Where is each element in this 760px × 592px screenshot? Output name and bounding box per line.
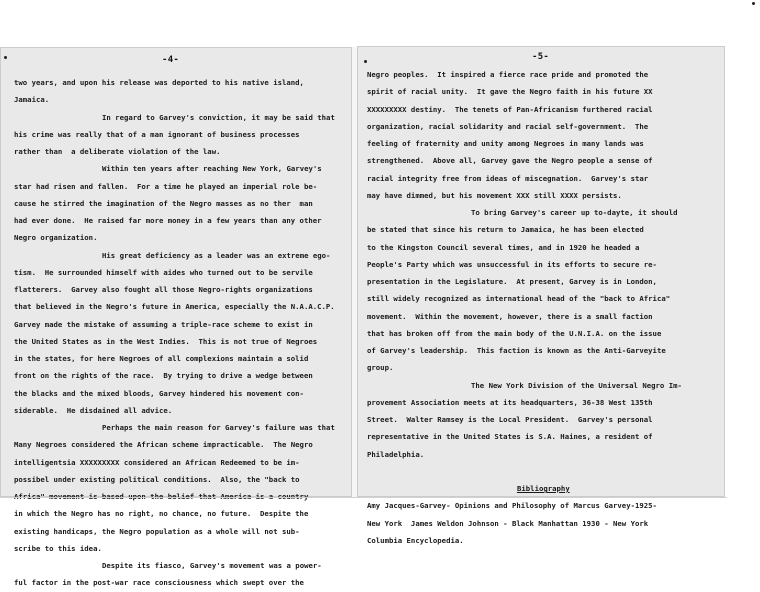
- text-line: the United States as in the West Indies. This is not true of Negroes: [14, 336, 318, 346]
- text-line: two years, and upon his release was deported to his native island,: [14, 78, 304, 87]
- scan-speck: [364, 60, 367, 63]
- text-line: spirit of racial unity. It gave the Negro faith in his future XX: [367, 87, 653, 97]
- text-line: tism. He surrounded himself with aides who turned out to be servile: [14, 267, 313, 277]
- page-number: -5-: [532, 52, 550, 62]
- text-line: Perhaps the main reason for Garvey's failure was that: [102, 423, 335, 432]
- text-line: rather than a deliberate violation of the law.: [14, 147, 221, 156]
- text-line: XXXXXXXXX destiny. The tenets of Pan-Africanism furthered racial: [367, 104, 653, 114]
- text-line: of Garvey's leadership. This faction is known as the Anti-Garveyite: [367, 346, 666, 355]
- left-page: [0, 47, 352, 588]
- bibliography-entry: New York James Weldon Johnson - Black Manhattan 1930 - New York: [367, 518, 649, 528]
- text-line: People's Party which was unsuccessful in its efforts to secure re-: [367, 259, 657, 269]
- text-line: Negro organization.: [14, 233, 98, 243]
- spacer: [367, 463, 717, 480]
- text-line: racial integrity free from ideas of miscegnation. Garvey's star: [367, 173, 649, 183]
- text-line: still widely recognized as international head of the "back to Africa": [367, 294, 671, 304]
- text-line: feeling of fraternity and unity among Negroes in many lands was: [367, 139, 644, 148]
- text-line: Garvey made the mistake of assuming a triple-race scheme to exist in: [14, 319, 313, 329]
- text-line: Within ten years after reaching New York, Garvey's: [102, 164, 322, 174]
- text-line: To bring Garvey's career up to-dayte, it should: [471, 208, 678, 217]
- text-line: presentation in the Legislature. At present, Garvey is in London,: [367, 277, 657, 286]
- text-line: intelligentsia XXXXXXXXX considered an African Redeemed to be im-: [14, 457, 300, 467]
- text-line: his crime was really that of a man ignorant of business processes: [14, 129, 300, 139]
- text-line: group.: [367, 363, 394, 373]
- text-line: to the Kingston Council several times, and in 1920 he headed a: [367, 242, 640, 252]
- text-line: that has broken off from the main body of the U.N.I.A. on the issue: [367, 328, 662, 338]
- bibliography-entry: Amy Jacques-Garvey- Opinions and Philosophy of Marcus Garvey-1925-: [367, 501, 657, 511]
- text-line: ful factor in the post-war race consciousness which swept over the: [14, 578, 304, 588]
- text-line: movement. Within the movement, however, there is a small faction: [367, 311, 653, 321]
- page-body-text: [367, 66, 717, 549]
- scan-speck: [752, 2, 755, 5]
- text-line: Many Negroes considered the African scheme impracticable. The Negro: [14, 440, 313, 450]
- text-line: may have dimmed, but his movement XXX still XXXX persists.: [367, 190, 622, 200]
- text-line: scribe to this idea.: [14, 543, 102, 553]
- text-line: Negro peoples. It inspired a fierce race pride and promoted the: [367, 70, 649, 79]
- page-body-text: [14, 74, 344, 592]
- text-line: provement Association meets at its headquarters, 36-38 West 135th: [367, 397, 653, 407]
- text-line: existing handicaps, the Negro population as a whole will not sub-: [14, 526, 300, 536]
- text-line: strengthened. Above all, Garvey gave the Negro people a sense of: [367, 156, 653, 166]
- text-line: organization, racial solidarity and racial self-government. The: [367, 121, 649, 131]
- text-line: siderable. He disdained all advice.: [14, 405, 173, 415]
- text-line: that believed in the Negro's future in America, especially the N.A.A.C.P.: [14, 302, 335, 312]
- page-number: -4-: [162, 55, 180, 65]
- text-line: possibel under existing political conditions. Also, the "back to: [14, 474, 300, 484]
- text-line: star had risen and fallen. For a time he played an imperial role be-: [14, 181, 318, 191]
- text-line: front on the rights of the race. By trying to drive a wedge between: [14, 371, 313, 381]
- text-line: the blacks and the mixed bloods, Garvey hindered his movement con-: [14, 388, 304, 398]
- text-line: Philadelphia.: [367, 449, 425, 459]
- text-line: Jamaica.: [14, 95, 50, 105]
- right-page: [357, 46, 725, 545]
- text-line: in which the Negro has no right, no chance, no future. Despite the: [14, 509, 309, 519]
- text-line: in the states, for here Negroes of all complexions maintain a solid: [14, 354, 309, 363]
- bibliography-entry: Columbia Encyclopedia.: [367, 535, 464, 545]
- text-line: cause he stirred the imagination of the Negro masses as no ther man: [14, 198, 313, 208]
- text-line: Despite its fiasco, Garvey's movement was a power-: [102, 561, 322, 570]
- text-line: representative in the United States is S.A. Haines, a resident of: [367, 432, 653, 442]
- scan-speck: [4, 56, 7, 59]
- text-line: flatterers. Garvey also fought all those Negro-rights organizations: [14, 285, 313, 294]
- text-line: had ever done. He raised far more money in a few years than any other: [14, 216, 322, 225]
- text-line: be stated that since his return to Jamaica, he has been elected: [367, 225, 644, 235]
- text-line: In regard to Garvey's conviction, it may be said that: [102, 112, 335, 122]
- text-line: Street. Walter Ramsey is the Local President. Garvey's personal: [367, 415, 653, 424]
- text-line: His great deficiency as a leader was an extreme ego-: [102, 250, 331, 260]
- scan-edge-line: [0, 497, 727, 498]
- text-line: The New York Division of the Universal Negro Im-: [471, 380, 682, 390]
- scan-margin: [727, 0, 760, 537]
- bibliography-heading: Bibliography: [517, 484, 570, 493]
